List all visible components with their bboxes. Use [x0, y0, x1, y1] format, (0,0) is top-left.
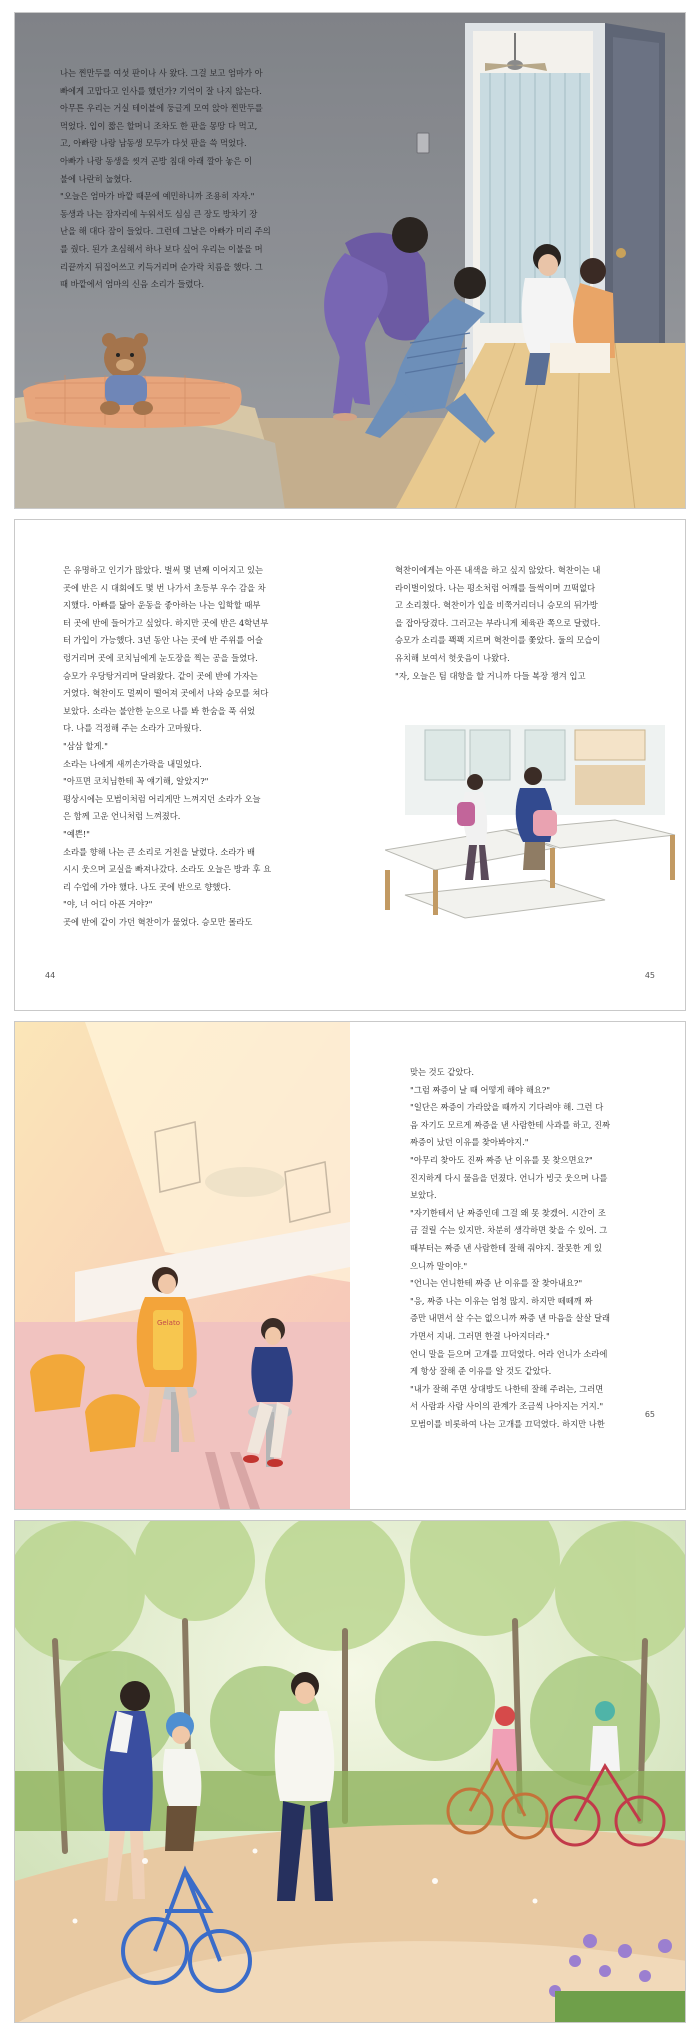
text-line: 금 걸릴 수는 있지만. 차분히 생각하면 찾을 수 있어. 그: [410, 1225, 608, 1236]
text-line: 고 소리쳤다. 혁찬이가 입을 비쭉거리더니 승모의 뒤가방: [395, 600, 598, 611]
text-line: 때 바깥에서 엄마의 신음 소리가 들렸다.: [60, 279, 205, 290]
illustration-page-park: [14, 1520, 686, 2023]
right-column-text: [395, 562, 657, 685]
text-line: 를 줬다. 된가 초심해서 하나 보다 싶어 우리는 이불을 머: [60, 243, 263, 254]
text-line: 때부터는 짜증 낸 사람한테 잘해 줘야지. 잘못한 게 있: [410, 1242, 603, 1253]
illustration-page-night: [14, 12, 686, 509]
text-line: "일단은 짜증이 가라앉을 때까지 기다려야 해. 그런 다: [410, 1102, 604, 1113]
text-line: 곳에 반은 시 대회에도 몇 번 나가서 초등부 우수 감을 차: [63, 582, 266, 593]
text-line: 곳에 반에 같이 가던 혁찬이가 물었다. 승모만 몰라도: [63, 916, 253, 927]
text-line: 빠에게 고맙다고 인사를 했던가? 기억이 잘 나지 않는다.: [60, 85, 262, 96]
text-line: 승모가 우당탕거리며 달려왔다. 같이 곳에 반에 가자는: [63, 670, 258, 681]
text-line: "자기한테서 난 짜증인데 그걸 왜 못 찾겠어. 시간이 조: [410, 1207, 606, 1218]
text-line: 을 잡아당겼다. 그러고는 부라니게 체육관 쪽으로 달렸다.: [395, 617, 601, 628]
text-line: "그럼 짜증이 날 때 어떻게 해야 해요?": [410, 1084, 551, 1095]
text-line: 렁거리며 곳에 코치님에게 눈도장을 찍는 공을 들였다.: [63, 652, 258, 663]
text-line: 보았다. 소라는 불안한 눈으로 나를 봐 한숨을 푹 쉬었: [63, 705, 256, 716]
text-line: 음 자기도 모르게 짜증을 낸 사람한테 사과를 하고, 진짜: [410, 1119, 611, 1130]
text-line: 게 항상 잘해 준 이유를 알 것도 같았다.: [410, 1366, 552, 1377]
text-line: 은 함께 고운 언니처럼 느껴졌다.: [63, 811, 181, 822]
text-line: 보았다.: [410, 1190, 437, 1201]
text-line: "언니는 언니한테 짜증 난 이유를 잘 찾아내요?": [410, 1278, 583, 1289]
text-line: 소라를 향해 나는 큰 소리로 거친을 날렸다. 소라가 배: [63, 846, 256, 857]
text-line: "내가 잘해 주면 상대방도 나한테 잘해 주려는, 그러면: [410, 1383, 604, 1394]
text-line: 맞는 것도 같았다.: [410, 1067, 475, 1077]
text-line: 아빠가 나랑 동생을 씻겨 곤방 침대 아래 깔아 놓은 이: [60, 155, 253, 166]
text-line: 리 수업에 가야 했다. 나도 곳에 반으로 향했다.: [63, 881, 232, 892]
spread-page-65: [14, 1021, 686, 1510]
text-line: "야, 너 어디 아픈 거야?": [63, 899, 153, 910]
text-line: 아무튼 우리는 거실 테이블에 둥글게 모여 앉아 찐만두를: [60, 103, 263, 114]
text-line: 터 곳에 반에 들어가고 싶었다. 하지만 곳에 반은 4학년부: [63, 617, 269, 628]
text-line: 증만 내면서 살 수는 없으니까 짜증 낸 마음을 살살 달래: [410, 1313, 611, 1324]
text-line: 다. 나를 걱정해 주는 소라가 고마웠다.: [63, 723, 202, 734]
text-line: 짜증이 났던 이유를 찾아봐야지.": [410, 1137, 529, 1148]
text-line: 지했다. 아빠를 닮아 운동을 좋아하는 나는 입학할 때부: [63, 600, 261, 611]
text-line: 거였다. 혁찬이도 멀찌이 떨어져 곳에서 나와 승모를 쳐다: [63, 688, 269, 699]
left-column-text: [63, 562, 345, 931]
classroom-illustration: [385, 720, 685, 930]
text-line: 유치해 보여서 헛웃음이 나왔다.: [395, 652, 510, 663]
text-line: 고, 아빠랑 나랑 남동생 모두가 다섯 판을 쓱 먹었다.: [60, 138, 247, 149]
text-line: 나는 찐만두를 여섯 판이나 사 왔다. 그걸 보고 엄마가 아: [60, 68, 263, 78]
page-number-left: 44: [45, 971, 56, 980]
text-line: 동생과 나는 잠자리에 누워서도 심심 큰 장도 방차기 장: [60, 208, 258, 219]
cafe-illustration: [15, 1022, 350, 1509]
park-bicycle-illustration: [15, 1521, 686, 2023]
text-line: 리끝까지 뒤집어쓰고 키득거리며 순가락 치름을 했다. 그: [60, 261, 263, 272]
text-line: "오늘은 엄마가 바깥 때문에 예민하니까 조용히 자자.": [60, 191, 255, 202]
text-line: 진지하게 다시 물음을 던졌다. 언니가 빙긋 웃으며 나를: [410, 1172, 608, 1183]
text-line: "예쁜!": [63, 828, 90, 839]
text-line: 라이벌이었다. 나는 평소처럼 어깨를 들썩이며 끄떡없다: [395, 582, 596, 593]
text-line: 시시 웃으며 교실을 빠져나갔다. 소라도 오늘은 방과 후 요: [63, 864, 272, 875]
text-line: 승모가 소리를 꽥꽥 지르며 혁찬이를 쫓았다. 둘의 모습이: [395, 635, 601, 646]
text-line: 모범이를 비롯하여 나는 고개를 끄덕였다. 하지만 나한: [410, 1418, 605, 1429]
text-line: 가면서 지내. 그러면 한결 나아지더라.": [410, 1330, 550, 1341]
text-line: 소라는 나에게 새끼손가락을 내밀었다.: [63, 758, 202, 769]
text-line: 난을 해 대다 잠이 들었다. 그런데 그날은 아빠가 미리 주의: [60, 226, 271, 237]
text-line: "자, 오늘은 팀 대항을 할 거니까 다들 복장 챙겨 입고: [395, 670, 586, 681]
text-line: 평상시에는 모범이처럼 어리게만 느껴지던 소라가 오늘: [63, 793, 261, 804]
spread-pages-44-45: [14, 519, 686, 1011]
apron-label: Gelato: [157, 1319, 180, 1327]
page-number-right: 45: [644, 971, 655, 980]
text-line: "응, 짜증 나는 이유는 엄청 많지. 하지만 떼떼깨 짜: [410, 1295, 593, 1306]
right-column-text: [410, 1064, 662, 1433]
text-line: 터 가입이 가능했다. 3년 동안 나는 곳에 반 주위를 어슬: [63, 635, 263, 646]
text-line: 서 사람과 사람 사이의 관계가 조금씩 나아지는 거지.": [410, 1401, 604, 1412]
text-line: 먹었다. 입이 짧은 할머니 조차도 한 판을 몽땅 다 먹고,: [60, 120, 258, 131]
text-line: 으니까 말이야.": [410, 1260, 468, 1271]
page1-text: [60, 65, 355, 294]
page-number: 65: [644, 1410, 655, 1419]
text-line: "아무리 찾아도 진짜 짜증 난 이유를 못 찾으면요?": [410, 1154, 593, 1165]
text-line: 불에 나란히 눕혔다.: [60, 173, 133, 184]
text-line: "삼삼 할게.": [63, 740, 108, 751]
text-line: 혁찬이에게는 아픈 내색을 하고 싶지 않았다. 혁찬이는 내: [395, 565, 601, 575]
text-line: 언니 말을 듣으며 고개를 끄덕였다. 어라 언니가 소라에: [410, 1348, 608, 1359]
text-line: 은 유명하고 인기가 많았다. 벌써 몇 년째 이어지고 있는: [63, 565, 264, 575]
text-line: "아프면 코치님한테 꼭 얘기해, 알았지?": [63, 776, 209, 787]
